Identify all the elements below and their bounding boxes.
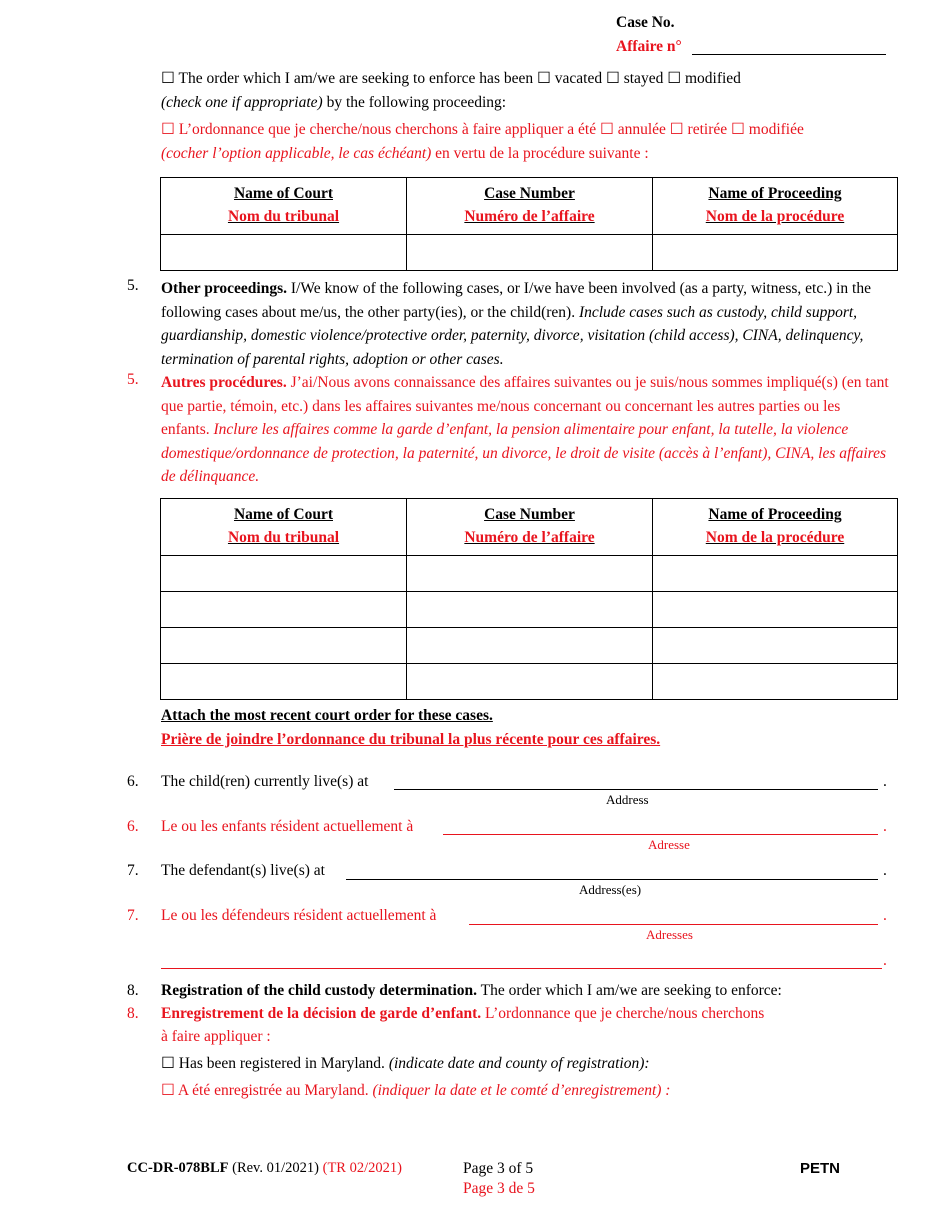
col-court: Name of Court Nom du tribunal [161, 499, 407, 556]
item-7-fr-period: . [883, 907, 887, 924]
col-case-number: Case Number Numéro de l’affaire [407, 499, 653, 556]
attach-fr: Prière de joindre l’ordonnance du tribunal la plus récente pour ces affaires. [161, 731, 661, 748]
case-no-label: Case No. [616, 14, 675, 31]
table-cell[interactable] [161, 664, 407, 700]
table-row [161, 556, 898, 592]
item-5-number-fr: 5. [127, 371, 139, 388]
enforce-en-note: (check one if appropriate) [161, 94, 323, 111]
enforce-en-line [161, 69, 741, 88]
page-number-en: Page 3 of 5 [463, 1160, 534, 1177]
table-row [161, 235, 898, 271]
item-8-fr-cont: à faire appliquer : [161, 1028, 271, 1045]
enforce-fr-end: en vertu de la procédure suivante : [431, 145, 649, 162]
table-cell[interactable] [407, 556, 653, 592]
table-cell[interactable] [653, 664, 898, 700]
enforce-fr-line [161, 120, 804, 139]
table-cell[interactable] [161, 592, 407, 628]
child-address-field-fr[interactable] [443, 834, 878, 835]
item-6-en-period: . [883, 773, 887, 790]
table-cell[interactable] [407, 592, 653, 628]
item-6-fr-period: . [883, 818, 887, 835]
item-5-number: 5. [127, 277, 139, 294]
item-8-number-fr: 8. [127, 1005, 139, 1022]
table-header-row [161, 178, 898, 235]
item-7-fr-caption: Adresses [646, 927, 693, 942]
col-court: Name of Court Nom du tribunal [161, 178, 407, 235]
enforce-en-line2 [161, 94, 506, 112]
table-cell[interactable] [161, 628, 407, 664]
item-6-en: The child(ren) currently live(s) at [161, 773, 369, 790]
table-cell[interactable] [161, 556, 407, 592]
item-8-en: Registration of the child custody determination. The order which I am/we are seeking to enforce: [161, 982, 782, 999]
enforce-fr-line2 [161, 145, 649, 163]
table-row [161, 592, 898, 628]
attach-en: Attach the most recent court order for these cases. [161, 707, 493, 724]
table-cell[interactable] [407, 235, 653, 271]
table-cell[interactable] [653, 235, 898, 271]
table-cell[interactable] [653, 628, 898, 664]
child-address-field[interactable] [394, 789, 878, 790]
enforce-fr-note: (cocher l’option applicable, le cas échéant) [161, 145, 432, 162]
item-6-number: 6. [127, 773, 139, 790]
extra-address-field[interactable] [161, 968, 882, 969]
item-7-en-period: . [883, 862, 887, 879]
defendant-address-field-fr[interactable] [469, 924, 878, 925]
registered-checkbox-en[interactable]: ☐ Has been registered in Maryland. (indicate date and county of registration): [161, 1055, 650, 1072]
affaire-label: Affaire n° [616, 38, 682, 55]
col-case-number: Case Number Numéro de l’affaire [407, 178, 653, 235]
item-5-fr: Autres procédures. J’ai/Nous avons connaissance des affaires suivantes ou je suis/nous sommes impliqué(s) (en tant que partie, témoin, etc.) dans les affaires suivantes me/nous concernant ou concernant les autres parties ou les enfants. Inclure les affaires comme la garde d’enfant, la pension alimentaire pour enfant, la tutelle, la violence domestique/ordonnance de protection, la paternité, un divorce, le droit de visite (accès à l’enfant), CINA, les affaires de délinquance. [161, 374, 889, 485]
item-8-fr: Enregistrement de la décision de garde d’enfant. L’ordonnance que je cherche/nous cherchons [161, 1005, 765, 1022]
item-8-number: 8. [127, 982, 139, 999]
item-6-number-fr: 6. [127, 818, 139, 835]
item-7-fr: Le ou les défendeurs résident actuellement à [161, 907, 437, 924]
table-cell[interactable] [653, 556, 898, 592]
table-cell[interactable] [407, 664, 653, 700]
col-proceeding: Name of Proceeding Nom de la procédure [653, 178, 898, 235]
table-row [161, 628, 898, 664]
defendant-address-field[interactable] [346, 879, 878, 880]
item-6-fr: Le ou les enfants résident actuellement à [161, 818, 414, 835]
enforce-fr-start[interactable]: ☐ L’ordonnance que je cherche/nous cherchons à faire appliquer a été ☐ annulée ☐ retirée ☐ modifiée [161, 121, 804, 138]
extra-address-period: . [883, 952, 887, 969]
registered-checkbox-fr[interactable]: ☐ A été enregistrée au Maryland. (indiquer la date et le comté d’enregistrement) : [161, 1082, 671, 1099]
table-cell[interactable] [407, 628, 653, 664]
col-proceeding: Name of Proceeding Nom de la procédure [653, 499, 898, 556]
table-cell[interactable] [653, 592, 898, 628]
other-proceedings-table [160, 498, 898, 700]
enforce-en-start[interactable]: ☐ The order which I am/we are seeking to enforce has been ☐ vacated ☐ stayed ☐ modified [161, 70, 741, 87]
item-5-en: Other proceedings. I/We know of the following cases, or I/we have been involved (as a party, witness, etc.) in the following cases about me/us, the other party(ies), or the child(ren). Include cases such as custody, child support, guardianship, domestic violence/protective order, paternity, divorce, visitation (child access), CINA, delinquency, termination of parental rights, adoption or other cases. [161, 280, 871, 368]
proceeding-table [160, 177, 898, 271]
item-7-en-caption: Address(es) [579, 882, 642, 897]
form-code: PETN [800, 1160, 841, 1177]
item-6-en-caption: Address [606, 792, 649, 807]
table-header-row [161, 499, 898, 556]
enforce-en-end: by the following proceeding: [322, 94, 507, 111]
item-7-number-fr: 7. [127, 907, 139, 924]
item-7-en: The defendant(s) live(s) at [161, 862, 325, 879]
table-cell[interactable] [161, 235, 407, 271]
case-number-field[interactable] [692, 54, 886, 55]
form-id: CC-DR-078BLF (Rev. 01/2021) (TR 02/2021) [127, 1160, 402, 1176]
item-6-fr-caption: Adresse [648, 837, 690, 852]
table-row [161, 664, 898, 700]
item-7-number: 7. [127, 862, 139, 879]
page-number-fr: Page 3 de 5 [463, 1180, 535, 1197]
